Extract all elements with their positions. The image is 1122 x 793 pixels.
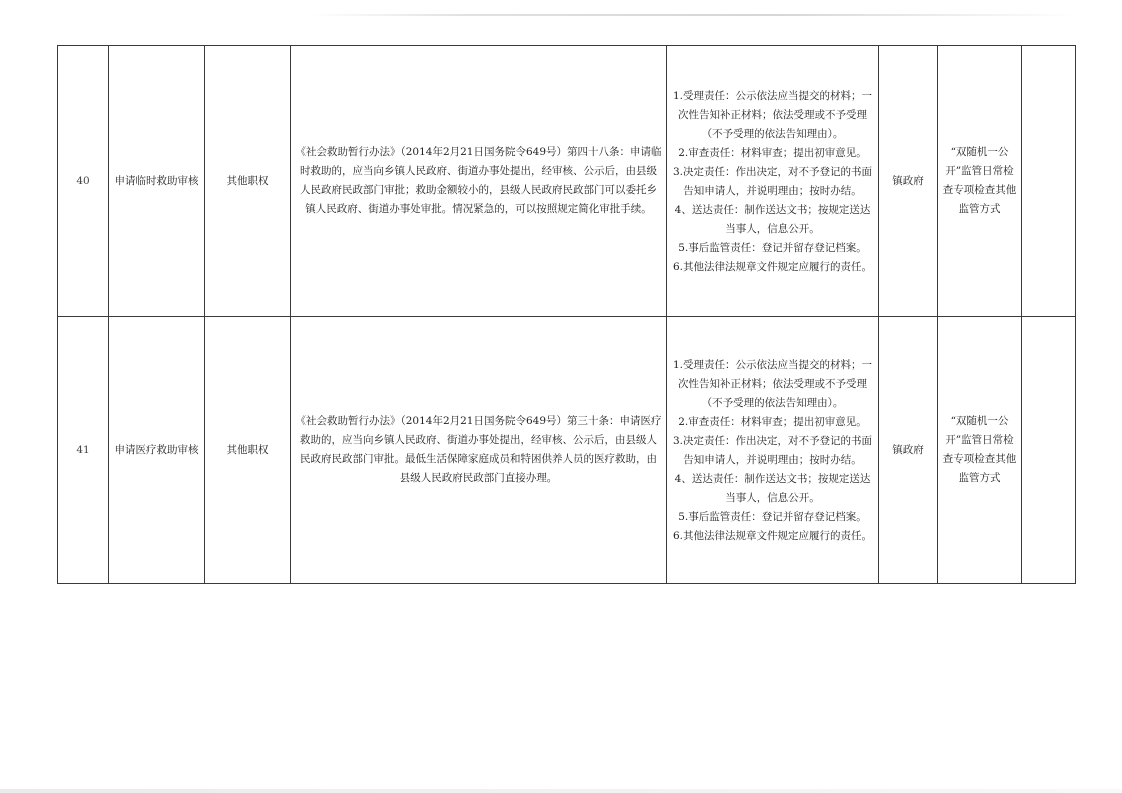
row-number: 41 <box>58 317 109 584</box>
power-category: 其他职权 <box>205 317 291 584</box>
responsible-subject: 镇政府 <box>879 317 938 584</box>
responsible-subject: 镇政府 <box>879 46 938 317</box>
row-number: 40 <box>58 46 109 317</box>
scan-artifact-bottom <box>0 789 1122 793</box>
responsibility-cell <box>667 317 879 584</box>
responsibility-list <box>671 85 874 277</box>
power-category: 其他职权 <box>205 46 291 317</box>
scan-artifact-top <box>310 14 1080 16</box>
responsibility-list <box>671 354 874 546</box>
supervision-method: “双随机一公开”监管日常检查专项检查其他监管方式 <box>938 317 1022 584</box>
responsibility-item: 6.其他法律法规章文件规定应履行的责任。 <box>672 530 873 542</box>
responsibility-item: 1.受理责任：公示依法应当提交的材料；一次性告知补正材料；依法受理或不予受理（不予受理的依法告知理由）。 <box>672 359 873 409</box>
supervision-method: “双随机一公开”监管日常检查专项检查其他监管方式 <box>938 46 1022 317</box>
responsibility-item: 5.事后监管责任：登记并留存登记档案。 <box>678 242 867 254</box>
table-row <box>58 317 1076 584</box>
legal-basis: 《社会救助暂行办法》（2014年2月21日国务院令649号）第三十条：申请医疗救助的，应当向乡镇人民政府、街道办事处提出，经审核、公示后，由县级人民政府民政部门审批。最低生活保障家庭成员和特困供养人员的医疗救助，由县级人民政府民政部门直接办理。 <box>291 317 667 584</box>
responsibility-item: 3.决定责任：作出决定，对不予登记的书面告知申请人，并说明理由；按时办结。 <box>672 435 873 466</box>
responsibility-item: 4、送达责任：制作送达文书；按规定送达当事人，信息公开。 <box>674 473 871 504</box>
responsibility-item: 6.其他法律法规章文件规定应履行的责任。 <box>672 261 873 273</box>
remark-cell <box>1022 317 1076 584</box>
responsibility-item: 5.事后监管责任：登记并留存登记档案。 <box>678 511 867 523</box>
responsibility-item: 4、送达责任：制作送达文书；按规定送达当事人，信息公开。 <box>674 204 871 235</box>
table-row <box>58 46 1076 317</box>
item-name: 申请临时救助审核 <box>109 46 205 317</box>
responsibility-item: 2.审查责任：材料审查；提出初审意见。 <box>678 416 867 428</box>
item-name: 申请医疗救助审核 <box>109 317 205 584</box>
responsibility-item: 1.受理责任：公示依法应当提交的材料；一次性告知补正材料；依法受理或不予受理（不予受理的依法告知理由）。 <box>672 90 873 140</box>
remark-cell <box>1022 46 1076 317</box>
responsibility-item: 3.决定责任：作出决定，对不予登记的书面告知申请人，并说明理由；按时办结。 <box>672 166 873 197</box>
power-list-table <box>57 45 1076 584</box>
responsibility-item: 2.审查责任：材料审查；提出初审意见。 <box>678 147 867 159</box>
responsibility-cell <box>667 46 879 317</box>
legal-basis: 《社会救助暂行办法》（2014年2月21日国务院令649号）第四十八条：申请临时救助的，应当向乡镇人民政府、街道办事处提出，经审核、公示后，由县级人民政府民政部门审批；救助金额较小的，县级人民政府民政部门可以委托乡镇人民政府、街道办事处审批。情况紧急的，可以按照规定简化审批手续。 <box>291 46 667 317</box>
